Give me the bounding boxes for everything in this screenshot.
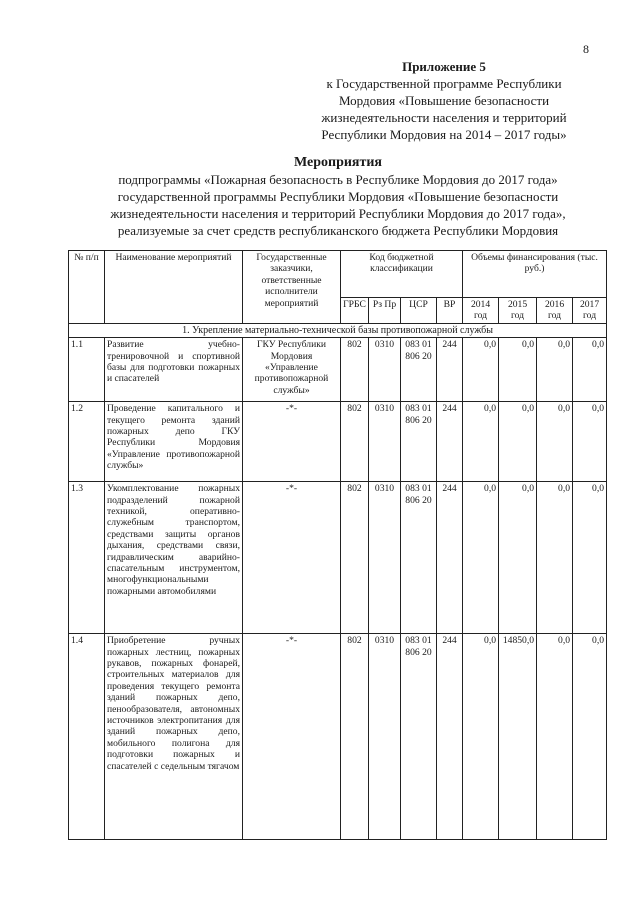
document-heading xyxy=(78,154,598,239)
section-row xyxy=(69,323,607,337)
row-rzpr: 0310 xyxy=(369,338,401,402)
row-num: 1.1 xyxy=(69,338,105,402)
row-2015: 0,0 xyxy=(499,482,537,634)
row-2017: 0,0 xyxy=(573,634,607,840)
row-csr: 083 01 806 20 xyxy=(401,482,437,634)
row-2017: 0,0 xyxy=(573,402,607,482)
header-num: № п/п xyxy=(69,251,105,324)
row-num: 1.3 xyxy=(69,482,105,634)
row-csr: 083 01 806 20 xyxy=(401,338,437,402)
row-num: 1.4 xyxy=(69,634,105,840)
row-vr: 244 xyxy=(437,402,463,482)
row-2016: 0,0 xyxy=(537,482,573,634)
row-vr: 244 xyxy=(437,482,463,634)
header-2016: 2016 год xyxy=(537,298,573,324)
heading-line: реализуемые за счет средств республиканского бюджета Республики Мордовия xyxy=(117,223,559,238)
appendix-block xyxy=(300,58,588,143)
row-2014: 0,0 xyxy=(463,402,499,482)
row-name: Приобретение ручных пожарных лестниц, пожарных рукавов, пожарных фонарей, строительных материалов для проведения текущего ремонта зданий пожарных депо, пенообразователя, автономных источников электропитания для зданий пожарных депо, мобильного полигона для подготовки пожарных и спасателей с седельным тягачом xyxy=(105,634,243,840)
row-rzpr: 0310 xyxy=(369,402,401,482)
row-num: 1.2 xyxy=(69,402,105,482)
row-rzpr: 0310 xyxy=(369,482,401,634)
row-2017: 0,0 xyxy=(573,482,607,634)
row-2016: 0,0 xyxy=(537,338,573,402)
appendix-line: Мордовия «Повышение безопасности xyxy=(338,93,550,108)
row-customer: -*- xyxy=(243,482,341,634)
table-header-row xyxy=(69,251,607,298)
row-2015: 14850,0 xyxy=(499,634,537,840)
row-2014: 0,0 xyxy=(463,338,499,402)
row-customer: -*- xyxy=(243,402,341,482)
heading-line: государственной программы Республики Мордовия «Повышение безопасности xyxy=(117,189,559,204)
row-grbs: 802 xyxy=(341,402,369,482)
row-grbs: 802 xyxy=(341,482,369,634)
row-2016: 0,0 xyxy=(537,402,573,482)
row-rzpr: 0310 xyxy=(369,634,401,840)
row-vr: 244 xyxy=(437,634,463,840)
section-title: 1. Укрепление материально-технической базы противопожарной службы xyxy=(69,323,607,337)
header-2017: 2017 год xyxy=(573,298,607,324)
table-row xyxy=(69,482,607,634)
row-2015: 0,0 xyxy=(499,338,537,402)
heading-line: подпрограммы «Пожарная безопасность в Республике Мордовия до 2017 года» xyxy=(118,172,558,187)
appendix-line: жизнедеятельности населения и территорий xyxy=(321,110,567,125)
header-customers: Государственные заказчики, ответственные исполнители мероприятий xyxy=(243,251,341,324)
table-row xyxy=(69,634,607,840)
row-2016: 0,0 xyxy=(537,634,573,840)
header-rzpr: Рз Пр xyxy=(369,298,401,324)
header-2014: 2014 год xyxy=(463,298,499,324)
header-grbs: ГРБС xyxy=(341,298,369,324)
row-grbs: 802 xyxy=(341,338,369,402)
table-row xyxy=(69,338,607,402)
appendix-line: к Государственной программе Республики xyxy=(326,76,562,91)
row-grbs: 802 xyxy=(341,634,369,840)
header-csr: ЦСР xyxy=(401,298,437,324)
row-2014: 0,0 xyxy=(463,634,499,840)
row-name: Укомплектование пожарных подразделений пожарной техникой, оперативно-служебным транспортом, средствами защиты органов дыхания, средствами связи, гидравлическим аварийно-спасательным инструментом, многофункциональными пожарными автомобилями xyxy=(105,482,243,634)
header-vr: ВР xyxy=(437,298,463,324)
table-row xyxy=(69,402,607,482)
row-name: Проведение капитального и текущего ремонта зданий пожарных депо ГКУ Республики Мордовия «Управление противопожарной службы» xyxy=(105,402,243,482)
row-customer: ГКУ Республики Мордовия «Управление противопожарной службы» xyxy=(243,338,341,402)
measures-table xyxy=(68,250,607,840)
row-2015: 0,0 xyxy=(499,402,537,482)
header-budget-code: Код бюджетной классификации xyxy=(341,251,463,298)
heading-line: жизнедеятельности населения и территорий Республики Мордовия до 2017 года», xyxy=(110,206,566,221)
row-name: Развитие учебно-тренировочной и спортивной базы для подготовки пожарных и спасателей xyxy=(105,338,243,402)
row-csr: 083 01 806 20 xyxy=(401,402,437,482)
page-number: 8 xyxy=(583,42,589,56)
row-vr: 244 xyxy=(437,338,463,402)
row-csr: 083 01 806 20 xyxy=(401,634,437,840)
appendix-title: Приложение 5 xyxy=(402,59,486,74)
document-title: Мероприятия xyxy=(293,155,383,170)
header-name: Наименование мероприятий xyxy=(105,251,243,324)
appendix-line: Республики Мордовия на 2014 – 2017 годы» xyxy=(321,127,567,142)
header-funding: Объемы финансирования (тыс. руб.) xyxy=(463,251,607,298)
header-2015: 2015 год xyxy=(499,298,537,324)
row-2017: 0,0 xyxy=(573,338,607,402)
row-customer: -*- xyxy=(243,634,341,840)
row-2014: 0,0 xyxy=(463,482,499,634)
